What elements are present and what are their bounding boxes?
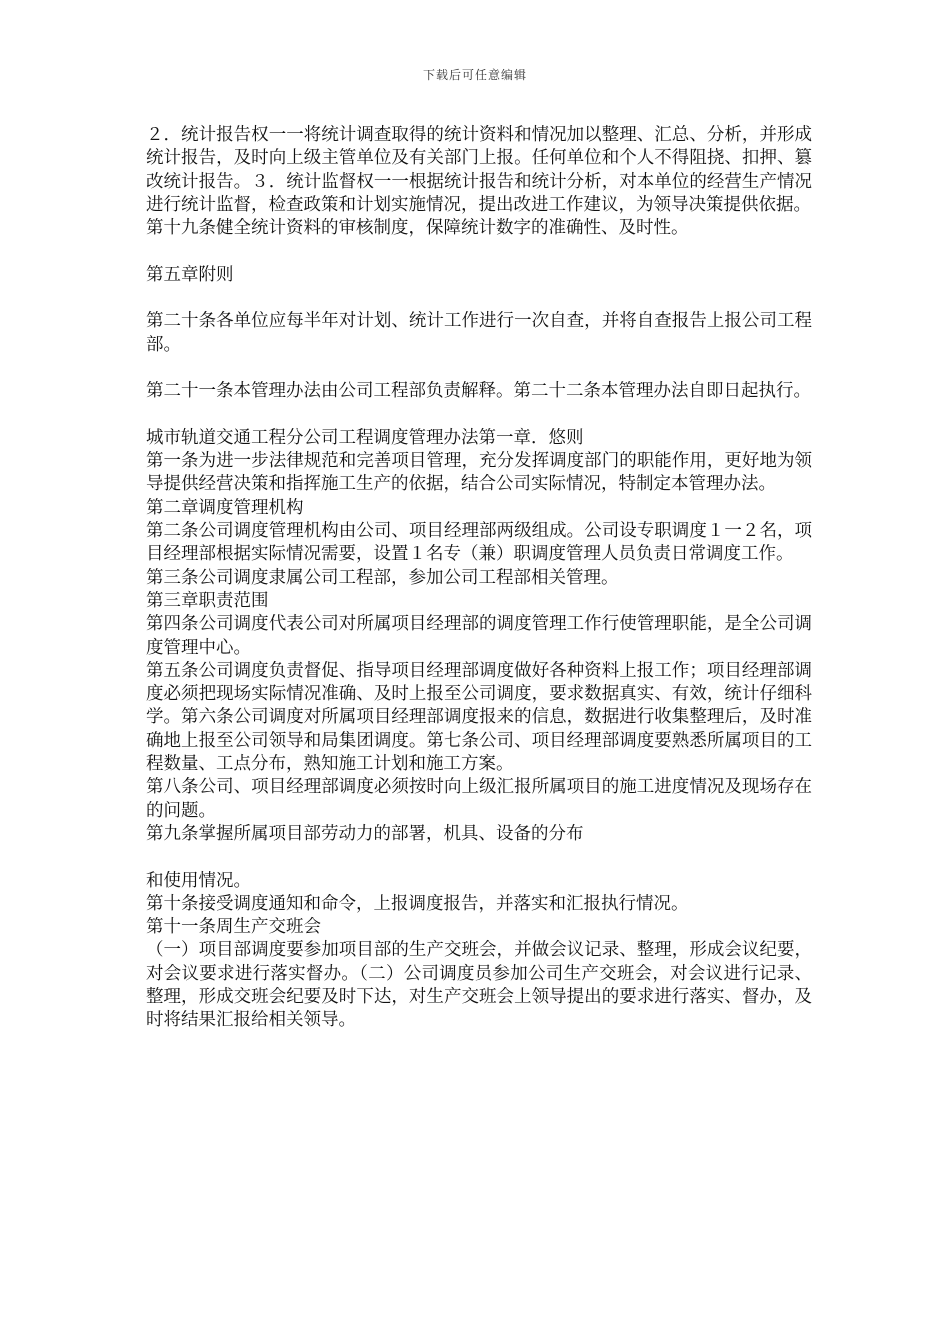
spacer bbox=[146, 846, 812, 869]
spacer bbox=[146, 240, 812, 263]
chapter-5-heading: 第五章附则 bbox=[146, 264, 234, 285]
paragraph-article-9-continued: 和使用情况。 bbox=[146, 870, 251, 891]
paragraph-article-5-7: 第五条公司调度负责督促、指导项目经理部调度做好各种资料上报工作；项目经理部调度必须把现场实际情况准确、及时上报至公司调度，要求数据真实、有效，统计仔细科学。第六条公司调度对所属项目经理部调度报来的信息，数据进行收集整理后，及时准确地上报至公司领导和局集团调度。第七条公司、项目经理部调度要熟悉所属项目的工程数量、工点分布，熟知施工计划和施工方案。 bbox=[146, 660, 812, 775]
paragraph-article-8: 第八条公司、项目经理部调度必须按时向上级汇报所属项目的施工进度情况及现场存在的问题。 bbox=[146, 777, 812, 821]
paragraph-article-3: 第三条公司调度隶属公司工程部，参加公司工程部相关管理。 bbox=[146, 567, 619, 588]
paragraph-article-11-details: （一）项目部调度要参加项目部的生产交班会，并做会议记录、整理，形成会议纪要，对会议要求进行落实督办。（二）公司调度员参加公司生产交班会，对会议进行记录、整理，形成交班会纪要及时下达，对生产交班会上领导提出的要求进行落实、督办，及时将结果汇报给相关领导。 bbox=[146, 940, 812, 1031]
spacer bbox=[146, 287, 812, 310]
paragraph-statistics-rights: ２．统计报告权一一将统计调查取得的统计资料和情况加以整理、汇总、分析，并形成统计报告，及时向上级主管单位及有关部门上报。任何单位和个人不得阻挠、扣押、篡改统计报告。３．统计监督权一一根据统计报告和统计分析，对本单位的经营生产情况进行统计监督，检查政策和计划实施情况，提出改进工作建议，为领导决策提供依据。 bbox=[146, 125, 812, 215]
download-note: 下载后可任意编辑 bbox=[422, 68, 527, 82]
paragraph-article-9: 第九条掌握所属项目部劳动力的部署，机具、设备的分布 bbox=[146, 823, 584, 844]
paragraph-article-11-heading: 第十一条周生产交班会 bbox=[146, 917, 321, 938]
chapter-2-heading: 第二章调度管理机构 bbox=[146, 497, 304, 518]
paragraph-article-21-22: 第二十一条本管理办法由公司工程部负责解释。第二十二条本管理办法自即日起执行。 bbox=[146, 381, 811, 402]
paragraph-article-2: 第二条公司调度管理机构由公司、项目经理部两级组成。公司设专职调度１一２名，项目经理部根据实际情况需要，设置１名专（兼）职调度管理人员负责日常调度工作。 bbox=[146, 521, 812, 565]
paragraph-article-1: 第一条为进一步法律规范和完善项目管理，充分发挥调度部门的职能作用，更好地为领导提供经营决策和指挥施工生产的依据，结合公司实际情况，特制定本管理办法。 bbox=[146, 451, 812, 495]
document-body bbox=[146, 124, 812, 1033]
paragraph-article-20: 第二十条各单位应每半年对计划、统计工作进行一次自查，并将自查报告上报公司工程部。 bbox=[146, 311, 812, 355]
spacer bbox=[146, 404, 812, 427]
paragraph-article-19: 第十九条健全统计资料的审核制度，保障统计数字的准确性、及时性。 bbox=[146, 218, 689, 239]
paragraph-article-4: 第四条公司调度代表公司对所属项目经理部的调度管理工作行使管理职能，是全公司调度管理中心。 bbox=[146, 614, 812, 658]
chapter-3-heading: 第三章职责范围 bbox=[146, 590, 269, 611]
spacer bbox=[146, 357, 812, 380]
paragraph-article-10: 第十条接受调度通知和命令，上报调度报告，并落实和汇报执行情况。 bbox=[146, 893, 689, 914]
document-title-dispatch: 城市轨道交通工程分公司工程调度管理办法第一章．悠则 bbox=[146, 427, 584, 448]
